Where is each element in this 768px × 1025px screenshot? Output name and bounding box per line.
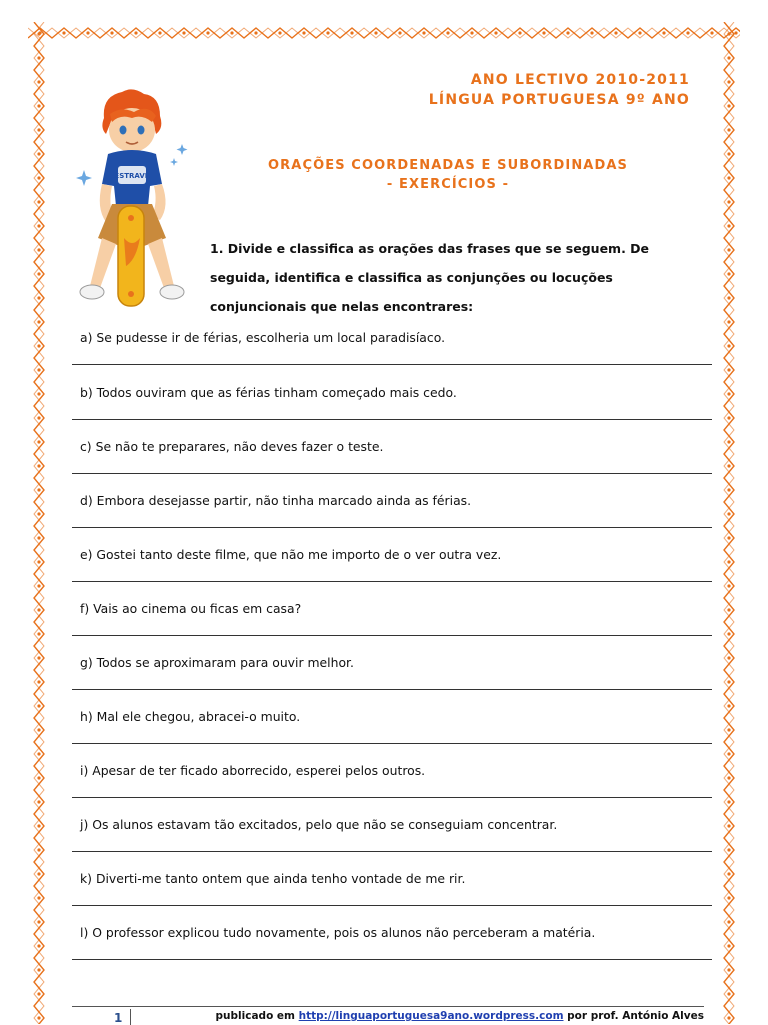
worksheet-title [210, 156, 686, 194]
title-main: ORAÇÕES COORDENADAS E SUBORDINADAS [268, 158, 628, 173]
answer-line [72, 689, 712, 690]
exercise-sentence: d) Embora desejasse partir, não tinha marcado ainda as férias. [80, 493, 472, 508]
page-footer [72, 1006, 704, 1025]
answer-line [72, 635, 712, 636]
answer-line [72, 797, 712, 798]
decorative-border-right [718, 22, 740, 1024]
exercise-l [72, 924, 712, 966]
exercise-a [72, 329, 712, 371]
school-year: ANO LECTIVO 2010-2011 [470, 72, 690, 88]
answer-line [72, 743, 712, 744]
title-sub: - EXERCÍCIOS - [386, 177, 510, 192]
exercise-d [72, 492, 712, 534]
answer-line [72, 905, 712, 906]
exercise-sentence: g) Todos se aproximaram para ouvir melhor. [80, 655, 354, 670]
answer-line [72, 959, 712, 960]
exercise-sentence: k) Diverti-me tanto ontem que ainda tenho vontade de me rir. [80, 871, 466, 886]
answer-line [72, 581, 712, 582]
exercise-h [72, 708, 712, 750]
exercise-sentence: j) Os alunos estavam tão excitados, pelo que não se conseguiam concentrar. [80, 817, 558, 832]
answer-line [72, 473, 712, 474]
exercise-sentence: f) Vais ao cinema ou ficas em casa? [80, 601, 302, 616]
decorative-border-top [28, 22, 740, 44]
exercise-k [72, 870, 712, 912]
exercise-instruction: 1. Divide e classifica as orações das frases que se seguem. De seguida, identifica e classifica as conjunções ou locuções conjuncionais que nelas encontrares: [210, 241, 650, 314]
answer-line [72, 419, 712, 420]
decorative-border-left [28, 22, 50, 1024]
exercise-sentence: e) Gostei tanto deste filme, que não me importo de o ver outra vez. [80, 547, 502, 562]
exercise-b [72, 384, 712, 426]
page-number: 1 [114, 1011, 123, 1025]
exercise-sentence: b) Todos ouviram que as férias tinham começado mais cedo. [80, 385, 457, 400]
exercise-sentence: l) O professor explicou tudo novamente, pois os alunos não perceberam a matéria. [80, 925, 596, 940]
exercise-i [72, 762, 712, 804]
exercise-c [72, 438, 712, 480]
exercise-sentence: a) Se pudesse ir de férias, escolheria um local paradisíaco. [80, 330, 446, 345]
footer-prefix: publicado em [215, 1010, 299, 1022]
footer-credit [216, 1010, 704, 1022]
exercise-sentence: i) Apesar de ter ficado aborrecido, esperei pelos outros. [80, 763, 426, 778]
blog-link[interactable]: http://linguaportuguesa9ano.wordpress.com [298, 1010, 564, 1022]
answer-line [72, 527, 712, 528]
exercise-f [72, 600, 712, 642]
exercise-j [72, 816, 712, 858]
answer-line [72, 364, 712, 365]
exercise-sentence: c) Se não te preparares, não deves fazer o teste. [80, 439, 384, 454]
shirt-text: ESTRAVE [114, 172, 150, 180]
exercise-sentence: h) Mal ele chegou, abracei-o muito. [80, 709, 301, 724]
footer-divider [130, 1009, 131, 1025]
exercise-g [72, 654, 712, 696]
skateboard-boy-illustration [62, 88, 202, 312]
footer-suffix: por prof. António Alves [563, 1010, 704, 1022]
exercise-e [72, 546, 712, 588]
school-year-header [429, 70, 690, 110]
subject-grade: LÍNGUA PORTUGUESA 9º ANO [428, 92, 690, 108]
answer-line [72, 851, 712, 852]
